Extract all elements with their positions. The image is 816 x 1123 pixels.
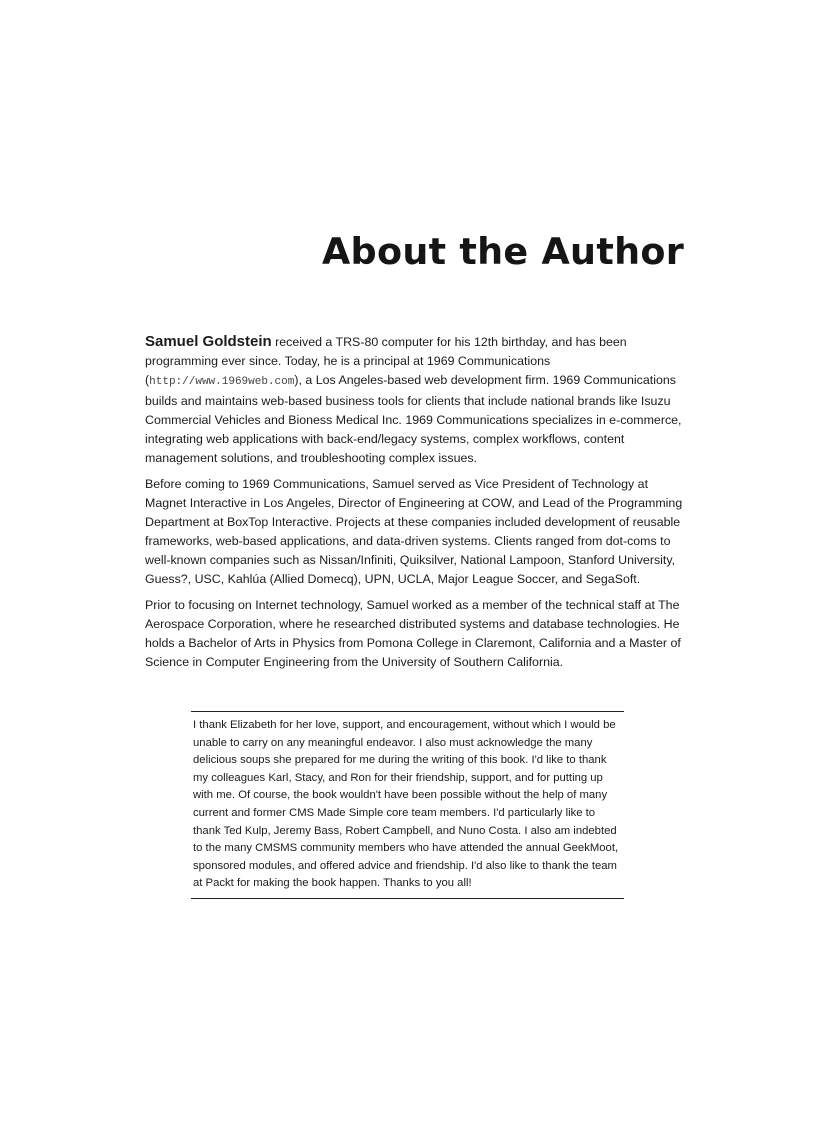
company-url: http://www.1969web.com <box>149 376 295 388</box>
bio-paragraph-3: Prior to focusing on Internet technology, Samuel worked as a member of the technical staff at The Aerospace Corporation, where he researched distributed systems and database technologies. He holds a Bachelor of Arts in Physics from Pomona College in Claremont, California and a Master of Science in Computer Engineering from the University of Southern California. <box>145 598 681 669</box>
acknowledgement-text: I thank Elizabeth for her love, support, and encouragement, without which I would be unable to carry on any meaningful endeavor. I also must acknowledge the many delicious soups she prepared for me during the writing of this book. I'd like to thank my colleagues Karl, Stacy, and Ron for their friendship, support, and for putting up with me. Of course, the book wouldn't have been possible without the help of many current and former CMS Made Simple core team members. I'd particularly like to thank Ted Kulp, Jeremy Bass, Robert Campbell, and Nuno Costa. I also am indebted to the many CMSMS community members who have attended the annual GeekMoot, sponsored modules, and offered advice and friendship. I'd also like to thank the team at Packt for making the book happen. Thanks to you all! <box>193 719 619 890</box>
author-name: Samuel Goldstein <box>145 333 272 350</box>
bio-text-rest: ), a Los Angeles-based web development firm. 1969 Communications builds and maintains web-based business tools for clients that include national brands like Isuzu Commercial Vehicles and Bioness Medical Inc. 1969 Communications specializes in e-commerce, integrating web applications with back-end/legacy systems, complex workflows, content management solutions, and troubleshooting complex issues. <box>145 373 682 465</box>
acknowledgement-box <box>191 711 624 899</box>
page-title: About the Author <box>322 230 685 273</box>
author-bio <box>145 332 689 679</box>
bio-text-intro: received a TRS-80 computer for his 12th birthday, and has been programming ever since. Today, he is a principal at 1969 Communications ( <box>145 335 627 387</box>
bio-paragraph-2: Before coming to 1969 Communications, Samuel served as Vice President of Technology at Magnet Interactive in Los Angeles, Director of Engineering at COW, and Lead of the Programming Department at BoxTop Interactive. Projects at these companies included development of reusable frameworks, web-based applications, and data-driven systems. Clients ranged from dot-coms to well-known companies such as Nissan/Infiniti, Quiksilver, National Lampoon, Stanford University, Guess?, USC, Kahlúa (Allied Domecq), UPN, UCLA, Major League Soccer, and SegaSoft. <box>145 477 683 586</box>
bio-paragraph-1 <box>145 332 689 468</box>
